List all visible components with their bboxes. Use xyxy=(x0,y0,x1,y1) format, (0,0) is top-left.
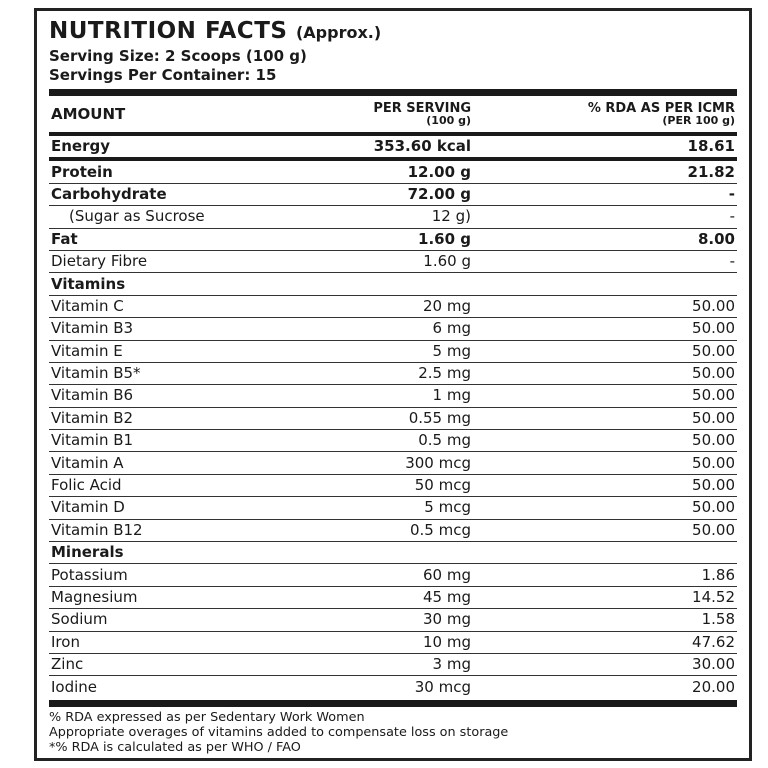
nutrient-rda: 1.86 xyxy=(701,565,735,584)
nutrient-rda: 50.00 xyxy=(692,453,735,472)
table-row xyxy=(49,229,737,251)
nutrient-rda: - xyxy=(728,184,735,203)
table-row xyxy=(49,452,737,474)
nutrient-name: Vitamin E xyxy=(51,341,123,360)
nutrient-rda: - xyxy=(729,207,735,226)
nutrient-amount: 10 mg xyxy=(423,632,471,651)
section-heading-vitamins xyxy=(49,273,737,295)
nutrient-name: Potassium xyxy=(51,565,128,584)
table-row xyxy=(49,206,737,228)
footer-notes xyxy=(49,707,737,755)
nutrient-amount: 50 mcg xyxy=(414,476,471,495)
nutrient-amount: 60 mg xyxy=(423,565,471,584)
footer-note: % RDA expressed as per Sedentary Work Women xyxy=(49,709,365,725)
serving-size: Serving Size: 2 Scoops (100 g) xyxy=(49,47,307,65)
label-title xyxy=(49,17,737,47)
nutrient-amount: 0.5 mcg xyxy=(409,520,471,539)
nutrient-table xyxy=(49,136,737,698)
table-row xyxy=(49,609,737,631)
nutrient-name: Magnesium xyxy=(51,588,138,606)
table-row xyxy=(49,363,737,385)
nutrient-amount: 5 mg xyxy=(432,341,471,360)
title-text: NUTRITION FACTS xyxy=(49,18,288,44)
table-row xyxy=(49,318,737,340)
nutrient-rda: 50.00 xyxy=(692,431,735,450)
table-row xyxy=(49,632,737,654)
nutrient-rda: 50.00 xyxy=(692,386,735,405)
approx-note: (Approx.) xyxy=(295,23,382,42)
table-row xyxy=(49,654,737,676)
nutrient-name: (Sugar as Sucrose xyxy=(69,207,205,226)
nutrient-rda: 50.00 xyxy=(692,341,735,360)
nutrient-amount: 20 mg xyxy=(423,296,471,315)
nutrient-name: Vitamin D xyxy=(51,498,125,517)
nutrient-name: Carbohydrate xyxy=(51,184,167,203)
nutrient-name: Protein xyxy=(51,162,113,181)
nutrient-amount: 72.00 g xyxy=(407,184,471,203)
nutrient-amount: 0.5 mg xyxy=(418,431,471,450)
per-serving-header xyxy=(351,102,471,127)
table-row xyxy=(49,475,737,497)
nutrient-amount: 12 g) xyxy=(431,207,471,226)
nutrient-rda: 8.00 xyxy=(697,229,735,248)
nutrient-rda: 18.61 xyxy=(687,137,735,156)
nutrient-name: Iron xyxy=(51,632,80,651)
nutrient-amount: 45 mg xyxy=(423,588,471,606)
table-row xyxy=(49,251,737,273)
nutrient-name: Fat xyxy=(51,229,78,248)
nutrient-name: Folic Acid xyxy=(51,476,122,495)
nutrient-rda: 50.00 xyxy=(692,364,735,383)
header-rule xyxy=(49,89,737,96)
nutrient-name: Vitamin C xyxy=(51,296,124,315)
nutrient-rda: 47.62 xyxy=(692,632,735,651)
nutrient-name: Vitamin B12 xyxy=(51,520,143,539)
nutrient-amount: 0.55 mg xyxy=(408,408,471,427)
nutrient-amount: 2.5 mg xyxy=(418,364,471,383)
nutrient-rda: 50.00 xyxy=(692,520,735,539)
nutrient-rda: 50.00 xyxy=(692,296,735,315)
nutrient-name: Energy xyxy=(51,137,111,156)
table-row xyxy=(49,408,737,430)
table-row xyxy=(49,296,737,318)
nutrient-name: Vitamins xyxy=(51,274,126,293)
per-serving-header-sub: (100 g) xyxy=(426,113,471,127)
nutrient-name: Sodium xyxy=(51,610,108,629)
rda-header-sub: (PER 100 g) xyxy=(662,113,735,127)
nutrient-name: Zinc xyxy=(51,655,84,674)
rda-header xyxy=(471,102,737,127)
nutrient-name: Vitamin B1 xyxy=(51,431,134,450)
nutrient-amount: 6 mg xyxy=(432,319,471,338)
nutrient-amount: 3 mg xyxy=(432,655,471,674)
nutrient-rda: 50.00 xyxy=(692,408,735,427)
table-row xyxy=(49,136,737,161)
amount-header: AMOUNT xyxy=(51,105,126,123)
nutrient-name: Iodine xyxy=(51,677,98,696)
nutrient-rda: 50.00 xyxy=(692,319,735,338)
footer-note: Appropriate overages of vitamins added to compensate loss on storage xyxy=(49,724,509,740)
nutrient-amount: 1.60 g xyxy=(418,229,471,248)
nutrient-rda: 50.00 xyxy=(692,498,735,517)
table-row xyxy=(49,520,737,542)
nutrient-name: Dietary Fibre xyxy=(51,252,148,271)
table-row xyxy=(49,184,737,206)
table-row xyxy=(49,161,737,183)
nutrient-name: Vitamin A xyxy=(51,453,124,472)
nutrient-name: Vitamin B2 xyxy=(51,408,134,427)
nutrient-name: Minerals xyxy=(51,543,124,562)
nutrient-amount: 353.60 kcal xyxy=(373,137,471,156)
nutrient-amount: 1.60 g xyxy=(423,252,471,271)
rda-header-label: % RDA AS PER ICMR xyxy=(587,100,735,116)
footer-rule xyxy=(49,700,737,707)
nutrient-amount: 30 mg xyxy=(423,610,471,629)
nutrient-amount: 5 mcg xyxy=(424,498,471,517)
nutrient-name: Vitamin B3 xyxy=(51,319,134,338)
servings-per-container: Servings Per Container: 15 xyxy=(49,66,277,84)
nutrient-rda: - xyxy=(729,252,735,271)
nutrient-amount: 30 mcg xyxy=(414,677,471,696)
table-row xyxy=(49,587,737,609)
nutrient-name: Vitamin B6 xyxy=(51,386,134,405)
table-row xyxy=(49,385,737,407)
nutrient-amount: 12.00 g xyxy=(407,162,471,181)
nutrient-rda: 21.82 xyxy=(687,162,735,181)
nutrition-label xyxy=(34,8,752,761)
nutrient-amount: 300 mcg xyxy=(405,453,471,472)
footer-note: *% RDA is calculated as per WHO / FAO xyxy=(49,739,301,755)
nutrient-rda: 20.00 xyxy=(692,677,735,696)
table-row xyxy=(49,564,737,586)
table-row xyxy=(49,430,737,452)
nutrient-rda: 14.52 xyxy=(692,588,735,606)
per-serving-header-label: PER SERVING xyxy=(373,100,471,116)
nutrient-name: Vitamin B5* xyxy=(51,364,141,383)
table-row xyxy=(49,497,737,519)
nutrient-rda: 50.00 xyxy=(692,476,735,495)
nutrient-amount: 1 mg xyxy=(432,386,471,405)
table-row xyxy=(49,676,737,697)
section-heading-minerals xyxy=(49,542,737,564)
column-header-row xyxy=(49,96,737,136)
table-row xyxy=(49,341,737,363)
nutrient-rda: 1.58 xyxy=(701,610,735,629)
nutrient-rda: 30.00 xyxy=(692,655,735,674)
